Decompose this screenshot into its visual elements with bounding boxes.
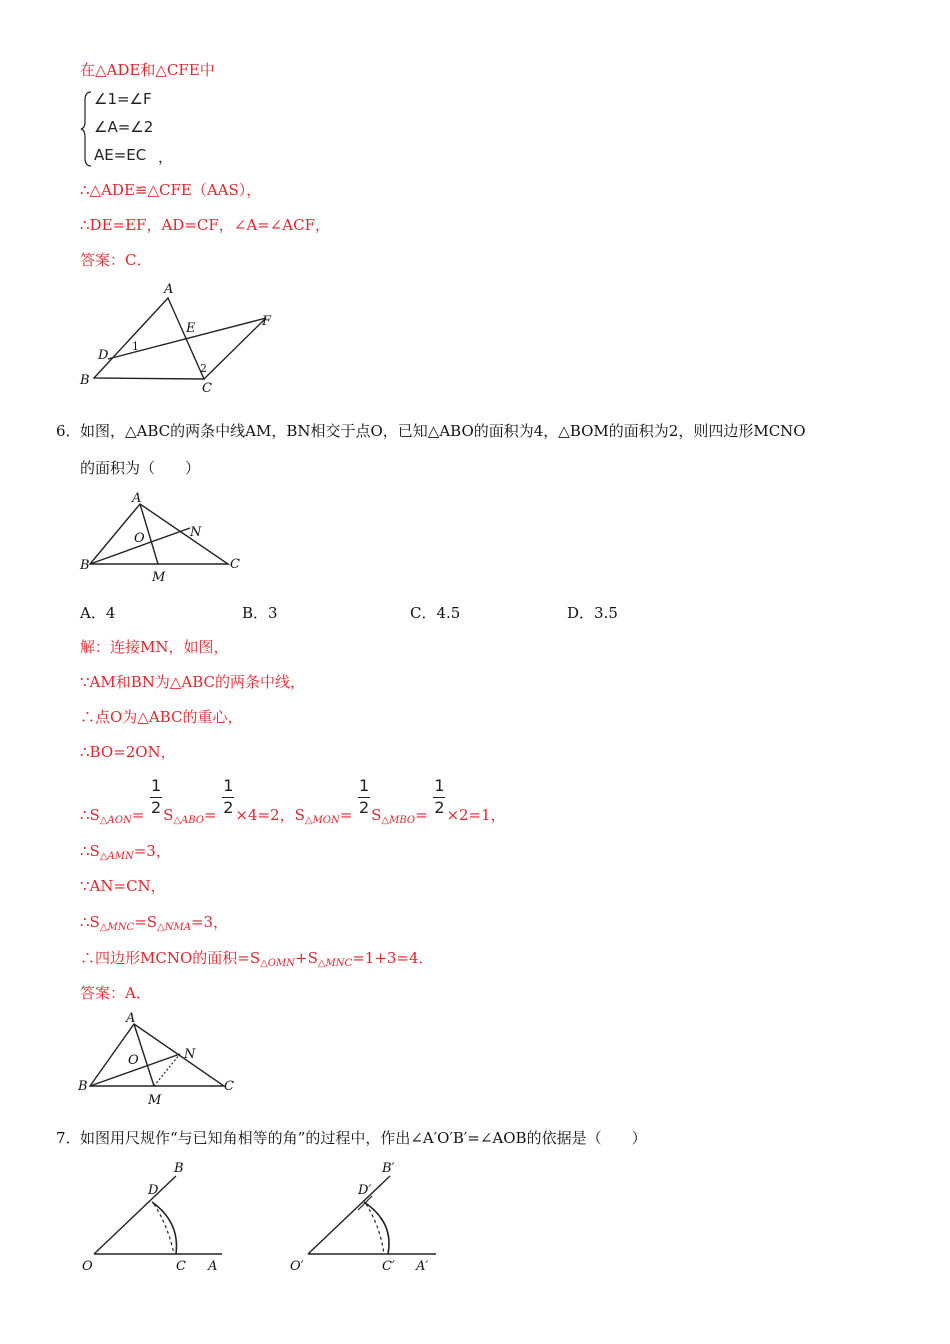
label-B: B [174,1161,184,1176]
label-M: M [148,1093,162,1108]
solution6-line5: $\therefore S_{\triangle AON}=$ $\frac{1}{2}$ $S_{\triangle ABO}=$ $\frac{1}{2}$ ×4=2，$S_{\triangle MON}=$ $\frac{1}{2}$ $S_{\triangle MBO}=$ $\frac{1}{2}$ ×2=1， [80,776,506,826]
arc-mark [358,1196,372,1210]
label-B: B [78,1079,88,1094]
label-F: F [262,314,272,329]
dashed-segment [154,1204,174,1254]
label-D: D [98,348,109,363]
label-N: N [184,1047,196,1062]
label-M: M [152,570,166,585]
label-N: N [190,525,202,540]
label-angle-2: 2 [200,362,207,375]
q7-number: 7． [56,1129,81,1147]
label-B: B [80,558,90,573]
solution6-line3: ∴点O为△ABC的重心， [80,708,243,726]
label-A: A [132,491,142,506]
q6-text-line1: 如图，△ABC的两条中线AM，BN相交于点O，已知△ABO的面积为4，△BOM的面积为2，则四边形MCNO [80,422,806,440]
solution5-results: ∴DE=EF，AD=CF，∠A=∠ACF， [80,216,331,234]
q7-text: 如图用尺规作“与已知角相等的角”的过程中，作出∠A′O′B′=∠AOB的依据是（ ） [80,1129,647,1147]
figure-q7 [76,1158,456,1278]
label-C: C [224,1079,234,1094]
solution6-line9: ∴四边形MCNO的面积$=S_{\triangle OMN}+S_{\triangle MNC}=1+3=4$． [80,949,434,969]
fraction-half: $\frac{1}{2}$ [434,776,445,817]
system-tail: ， [158,148,174,166]
system-eq-1: ∠1=∠F [94,90,152,108]
solution6-line2: ∵AM和BN为△ABC的两条中线， [80,673,306,691]
label-D: D [148,1183,159,1198]
solution6-line4: ∴BO=2ON， [80,743,176,761]
label-C: C [230,557,240,572]
option-d[interactable]: D．3.5 [567,604,618,622]
figure-q5 [74,280,284,398]
solution5-intro: 在△ADE和△CFE中 [80,61,215,79]
option-c[interactable]: C．4.5 [410,604,461,622]
label-E: E [186,321,196,336]
label-B: B [80,373,90,388]
label-O: O [134,531,145,546]
label-A: A [126,1011,136,1026]
arc [152,1202,177,1254]
brace-icon [80,90,94,168]
fraction-half: $\frac{1}{2}$ [150,776,162,817]
solution5-answer: 答案：C． [80,251,152,269]
option-b[interactable]: B．3 [242,604,278,622]
solution5-congruent: ∴△ADE≌△CFE（AAS）， [80,181,262,199]
label-B-prime: B′ [382,1161,395,1176]
solution6-line6: $\therefore S_{\triangle AMN}=3$， [80,842,171,862]
label-angle-1: 1 [132,340,139,353]
system-eq-3: AE=EC [94,146,147,164]
label-A: A [208,1259,218,1274]
label-C-prime: C′ [382,1259,395,1274]
q6-number: 6． [56,422,81,440]
label-A-prime: A′ [416,1259,429,1274]
label-C: C [202,381,212,396]
solution6-line8: $\therefore S_{\triangle MNC}=S_{\triangle NMA}=3$， [80,913,229,933]
fraction-half: $\frac{1}{2}$ [223,776,234,817]
solution6-answer: 答案：A． [80,984,151,1002]
q6-text-line2: 的面积为（ ） [80,459,201,477]
figure-q6-solution [72,1010,252,1110]
system-eq-2: ∠A=∠2 [94,118,154,136]
solution6-line7: ∵AN=CN， [80,877,166,895]
equation-system [80,90,200,170]
label-O: O [128,1053,139,1068]
label-O-prime: O′ [290,1259,304,1274]
label-D-prime: D′ [358,1183,372,1198]
fraction-half: $\frac{1}{2}$ [359,776,370,817]
label-C: C [176,1259,186,1274]
label-O: O [82,1259,93,1274]
option-a[interactable]: A．4 [80,604,116,622]
arc [364,1202,389,1254]
figure-q6 [76,486,256,586]
solution6-line1: 解：连接MN，如图， [80,638,229,656]
label-A: A [164,282,174,297]
